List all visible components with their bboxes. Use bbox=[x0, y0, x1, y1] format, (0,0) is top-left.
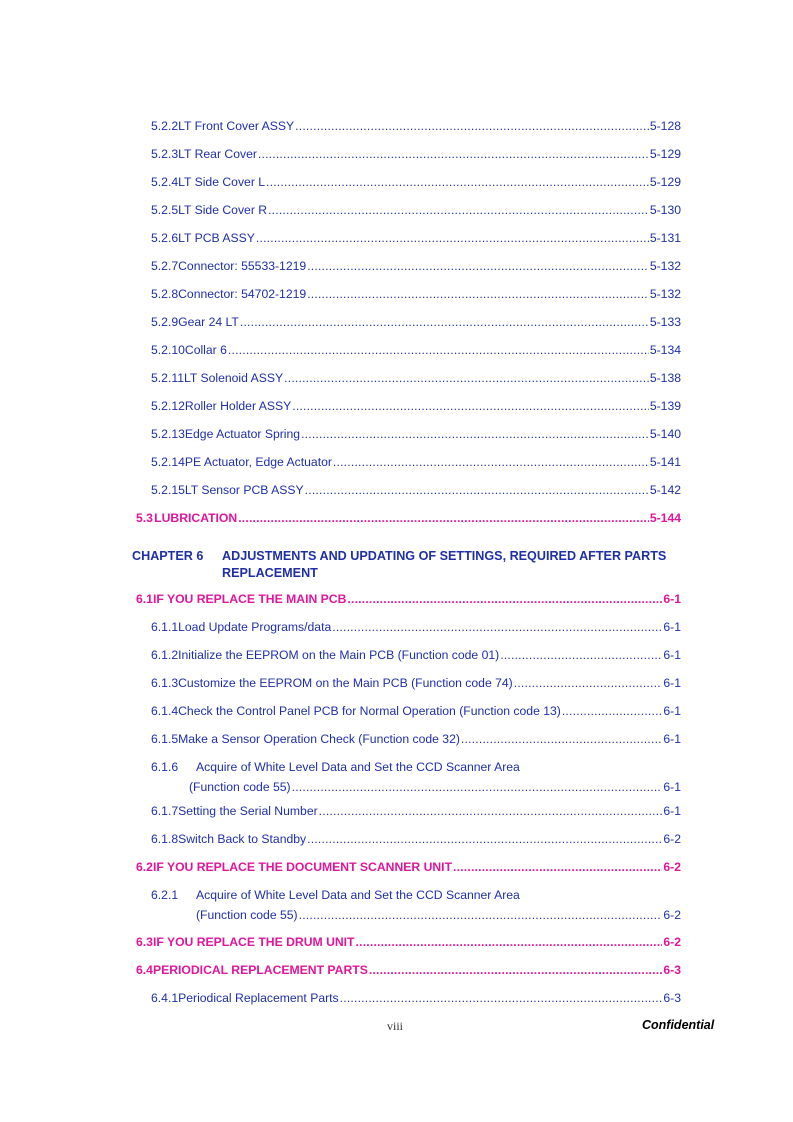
dot-leader bbox=[319, 804, 663, 818]
entry-page: 5-131 bbox=[649, 231, 681, 245]
entry-number: 5.2.13 bbox=[151, 427, 185, 441]
toc-entry[interactable] bbox=[151, 259, 681, 273]
entry-page: 5-129 bbox=[649, 147, 681, 161]
entry-title: LT Rear Cover bbox=[178, 147, 257, 161]
dot-leader bbox=[500, 648, 662, 662]
entry-number: 5.2.8 bbox=[151, 287, 179, 301]
entry-page: 6-1 bbox=[663, 648, 681, 662]
dot-leader bbox=[332, 620, 662, 634]
entry-title: Setting the Serial Number bbox=[178, 804, 318, 818]
entry-number: 6.1.8 bbox=[151, 832, 179, 846]
entry-title: LT Side Cover L bbox=[178, 175, 266, 189]
dot-leader bbox=[461, 732, 662, 746]
entry-number: 6.1.6 bbox=[151, 760, 179, 774]
dot-leader bbox=[307, 259, 649, 273]
dot-leader bbox=[268, 203, 649, 217]
toc-entry[interactable] bbox=[151, 991, 681, 1005]
dot-leader bbox=[562, 704, 663, 718]
entry-number: 5.2.6 bbox=[151, 231, 179, 245]
entry-number: 5.2.9 bbox=[151, 315, 179, 329]
page-number: viii bbox=[387, 1019, 404, 1033]
entry-title-line2: (Function code 55) bbox=[189, 780, 291, 794]
entry-title: Connector: 55533-1219 bbox=[178, 259, 307, 273]
entry-title: LT PCB ASSY bbox=[178, 231, 255, 245]
dot-leader bbox=[307, 832, 662, 846]
dot-leader bbox=[240, 315, 649, 329]
toc-entry[interactable] bbox=[151, 371, 681, 385]
dot-leader bbox=[266, 175, 649, 189]
toc-section[interactable] bbox=[136, 963, 681, 977]
dot-leader bbox=[301, 427, 649, 441]
toc-entry-two-line[interactable] bbox=[151, 888, 681, 922]
dot-leader bbox=[284, 371, 649, 385]
entry-page: 5-138 bbox=[649, 371, 681, 385]
entry-page: 6-3 bbox=[663, 991, 681, 1005]
entry-page: 6-1 bbox=[663, 620, 681, 634]
dot-leader bbox=[295, 119, 649, 133]
entry-number: 5.2.7 bbox=[151, 259, 179, 273]
section-title: IF YOU REPLACE THE DRUM UNIT bbox=[152, 935, 355, 949]
toc-entry[interactable] bbox=[151, 147, 681, 161]
chapter-title-line2: REPLACEMENT bbox=[222, 566, 318, 580]
entry-number: 5.2.12 bbox=[151, 399, 185, 413]
dot-leader bbox=[228, 343, 649, 357]
dot-leader bbox=[305, 483, 649, 497]
entry-title: Make a Sensor Operation Check (Function code 32) bbox=[178, 732, 460, 746]
toc-section[interactable] bbox=[136, 511, 681, 525]
chapter-number: CHAPTER 6 bbox=[132, 549, 204, 563]
entry-number: 5.2.10 bbox=[151, 343, 185, 357]
entry-title: Check the Control Panel PCB for Normal Operation (Function code 13) bbox=[178, 704, 561, 718]
section-number: 6.3 bbox=[136, 935, 153, 949]
toc-entry[interactable] bbox=[151, 704, 681, 718]
entry-number: 6.1.3 bbox=[151, 676, 179, 690]
dot-leader bbox=[258, 147, 649, 161]
entry-title: Gear 24 LT bbox=[178, 315, 239, 329]
entry-number: 5.2.3 bbox=[151, 147, 179, 161]
section-number: 5.3 bbox=[136, 511, 153, 525]
chapter-title-line1: ADJUSTMENTS AND UPDATING OF SETTINGS, REQUIRED AFTER PARTS bbox=[222, 549, 667, 563]
entry-number: 5.2.15 bbox=[151, 483, 185, 497]
dot-leader bbox=[299, 908, 663, 922]
toc-entry[interactable] bbox=[151, 203, 681, 217]
dot-leader bbox=[292, 399, 649, 413]
entry-number: 6.1.1 bbox=[151, 620, 179, 634]
entry-page: 5-130 bbox=[649, 203, 681, 217]
toc-entry[interactable] bbox=[151, 804, 681, 818]
section-page: 6-2 bbox=[663, 935, 681, 949]
entry-title: Periodical Replacement Parts bbox=[178, 991, 339, 1005]
entry-page: 5-133 bbox=[649, 315, 681, 329]
entry-title: Roller Holder ASSY bbox=[184, 399, 292, 413]
entry-page: 5-142 bbox=[649, 483, 681, 497]
entry-title: Connector: 54702-1219 bbox=[178, 287, 307, 301]
entry-title: Load Update Programs/data bbox=[178, 620, 332, 634]
section-number: 6.1 bbox=[136, 592, 153, 606]
dot-leader bbox=[238, 511, 649, 525]
entry-page: 6-1 bbox=[663, 780, 681, 794]
entry-page: 5-129 bbox=[649, 175, 681, 189]
entry-page: 5-141 bbox=[649, 455, 681, 469]
dot-leader bbox=[340, 991, 663, 1005]
toc-section[interactable] bbox=[136, 935, 681, 949]
dot-leader bbox=[369, 963, 663, 977]
entry-number: 6.1.5 bbox=[151, 732, 179, 746]
entry-title-line2: (Function code 55) bbox=[196, 908, 298, 922]
entry-page: 6-1 bbox=[663, 676, 681, 690]
section-number: 6.2 bbox=[136, 860, 153, 874]
entry-page: 6-1 bbox=[663, 704, 681, 718]
chapter-title bbox=[222, 548, 702, 582]
toc-entry[interactable] bbox=[151, 427, 681, 441]
section-page: 5-144 bbox=[649, 511, 681, 525]
entry-number: 6.1.7 bbox=[151, 804, 179, 818]
toc-entry[interactable] bbox=[151, 483, 681, 497]
toc-entry[interactable] bbox=[151, 832, 681, 846]
entry-number: 5.2.5 bbox=[151, 203, 179, 217]
toc-section[interactable] bbox=[136, 592, 681, 606]
entry-title: Switch Back to Standby bbox=[178, 832, 307, 846]
section-title: PERIODICAL REPLACEMENT PARTS bbox=[152, 963, 368, 977]
entry-number: 6.1.4 bbox=[151, 704, 179, 718]
entry-title: LT Front Cover ASSY bbox=[178, 119, 295, 133]
entry-number: 6.2.1 bbox=[151, 888, 179, 902]
entry-number: 6.4.1 bbox=[151, 991, 179, 1005]
toc-section[interactable] bbox=[136, 860, 681, 874]
entry-number: 5.2.2 bbox=[151, 119, 179, 133]
toc-entry[interactable] bbox=[151, 315, 681, 329]
entry-page: 6-2 bbox=[663, 832, 681, 846]
entry-title: Edge Actuator Spring bbox=[184, 427, 301, 441]
entry-title: PE Actuator, Edge Actuator bbox=[184, 455, 332, 469]
dot-leader bbox=[347, 592, 662, 606]
dot-leader bbox=[333, 455, 649, 469]
toc-entry[interactable] bbox=[151, 732, 681, 746]
toc-entry[interactable] bbox=[151, 676, 681, 690]
entry-title-line1: Acquire of White Level Data and Set the CCD Scanner Area bbox=[196, 760, 520, 774]
toc-entry[interactable] bbox=[151, 343, 681, 357]
entry-title: LT Sensor PCB ASSY bbox=[184, 483, 304, 497]
entry-number: 5.2.11 bbox=[151, 371, 184, 385]
entry-page: 6-1 bbox=[663, 804, 681, 818]
dot-leader bbox=[307, 287, 649, 301]
section-title: LUBRICATION bbox=[154, 511, 238, 525]
toc-entry[interactable] bbox=[151, 399, 681, 413]
toc-entry[interactable] bbox=[151, 648, 681, 662]
entry-number: 5.2.14 bbox=[151, 455, 185, 469]
section-page: 6-3 bbox=[663, 963, 681, 977]
dot-leader bbox=[356, 935, 663, 949]
toc-entry[interactable] bbox=[151, 287, 681, 301]
entry-page: 5-132 bbox=[649, 259, 681, 273]
entry-page: 5-139 bbox=[649, 399, 681, 413]
entry-page: 5-134 bbox=[649, 343, 681, 357]
entry-page: 5-128 bbox=[649, 119, 681, 133]
toc-entry-two-line[interactable] bbox=[151, 760, 681, 794]
toc-entry[interactable] bbox=[151, 620, 681, 634]
entry-title: LT Side Cover R bbox=[178, 203, 268, 217]
entry-title: LT Solenoid ASSY bbox=[183, 371, 284, 385]
dot-leader bbox=[256, 231, 649, 245]
section-page: 6-1 bbox=[663, 592, 681, 606]
entry-page: 5-140 bbox=[649, 427, 681, 441]
entry-page: 5-132 bbox=[649, 287, 681, 301]
entry-title-line1: Acquire of White Level Data and Set the CCD Scanner Area bbox=[196, 888, 520, 902]
confidential-label: Confidential bbox=[642, 1018, 715, 1032]
section-page: 6-2 bbox=[663, 860, 681, 874]
toc-entry[interactable] bbox=[151, 175, 681, 189]
entry-page: 6-1 bbox=[663, 732, 681, 746]
toc-entry[interactable] bbox=[151, 231, 681, 245]
dot-leader bbox=[453, 860, 662, 874]
section-title: IF YOU REPLACE THE DOCUMENT SCANNER UNIT bbox=[152, 860, 453, 874]
entry-page: 6-2 bbox=[663, 908, 681, 922]
entry-title: Initialize the EEPROM on the Main PCB (Function code 01) bbox=[178, 648, 500, 662]
entry-title: Customize the EEPROM on the Main PCB (Function code 74) bbox=[178, 676, 513, 690]
section-number: 6.4 bbox=[136, 963, 153, 977]
entry-number: 6.1.2 bbox=[151, 648, 179, 662]
entry-title: Collar 6 bbox=[184, 343, 227, 357]
toc-entry[interactable] bbox=[151, 455, 681, 469]
toc-entry[interactable] bbox=[151, 119, 681, 133]
entry-number: 5.2.4 bbox=[151, 175, 179, 189]
dot-leader bbox=[292, 780, 663, 794]
section-title: IF YOU REPLACE THE MAIN PCB bbox=[152, 592, 347, 606]
dot-leader bbox=[514, 676, 663, 690]
